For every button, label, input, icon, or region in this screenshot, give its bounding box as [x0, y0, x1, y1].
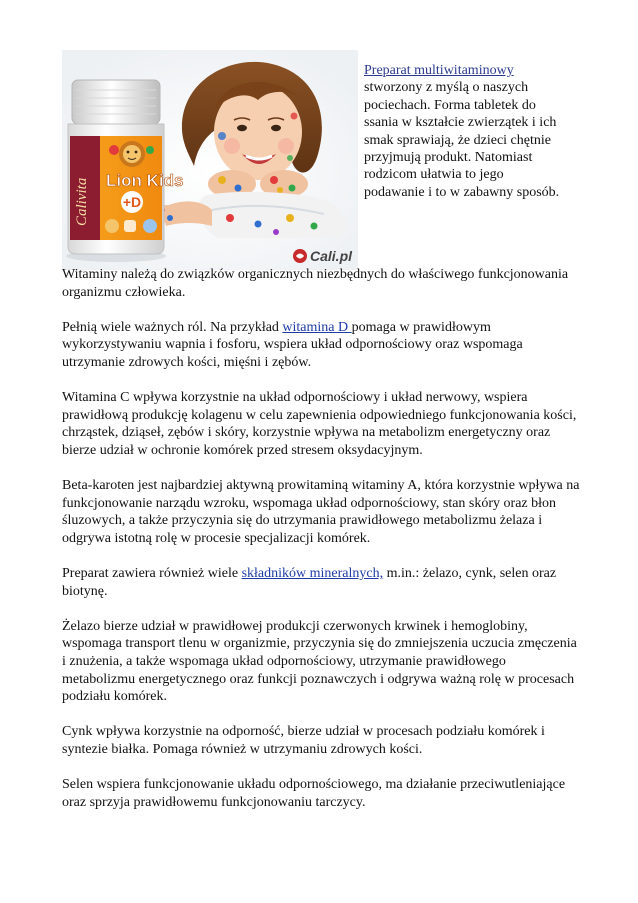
- minerals-link[interactable]: składników mineralnych,: [241, 566, 384, 582]
- jar-label-title: Lion Kids: [106, 171, 184, 190]
- paragraph-vitamin-c: Witamina C wpływa korzystnie na układ odpornościowy i układ nerwowy, wspiera prawidłową produkcję kolagenu w celu zapewnienia odpowiedniego funkcjonowania kości, chrząstek, dziąseł, zębów i skóry, korzystnie wpływa na metabolizm energetyczny oraz bierze udział w ochronie komórek przed stresem oksydacyjnym.: [62, 390, 577, 458]
- watermark-text: Cali.pl: [310, 248, 353, 264]
- paragraph-text: pomaga w prawidłowym wykorzystywaniu wapnia i fosforu, wspiera układ odpornościowy oraz wspomaga utrzymanie zdrowych kości, mięśni i zębów.: [62, 319, 523, 370]
- paragraph-iron: Żelazo bierze udział w prawidłowej produkcji czerwonych krwinek i hemoglobiny, wspomaga transport tlenu w organizmie, przyczynia się do zmniejszenia uczucia zmęczenia i znużenia, a także wspomaga układ odpornościowy, utrzymanie prawidłowego metabolizmu energetycznego oraz funkcji poznawczych i odgrywa ważną rolę w procesach podziału komórek.: [62, 618, 577, 705]
- article-body: [62, 266, 582, 829]
- product-photo: [62, 50, 358, 270]
- multivitamin-link[interactable]: Preparat multiwitaminowy: [364, 63, 514, 78]
- paragraph-text: Pełnią wiele ważnych ról. Na przykład: [62, 319, 283, 335]
- product-intro-text: stworzony z myślą o naszych pociechach. Forma tabletek do ssania w kształcie zwierzątek i ich smak sprawiają, że dzieci chętnie przyjmują produkt. Natomiast rodzicom ułatwia to jego podawanie i to w zabawny sposób.: [364, 80, 560, 200]
- paragraph-selenium: Selen wspiera funkcjonowanie układu odpornościowego, ma działanie przeciwutleniające oraz sprzyja prawidłowemu funkcjonowaniu tarczycy.: [62, 777, 566, 810]
- jar-brand-text: Calivita: [74, 177, 90, 226]
- paragraph-zinc: Cynk wpływa korzystnie na odporność, bierze udział w procesach podziału komórek i syntezie białka. Pomaga również w utrzymaniu zdrowych kości.: [62, 724, 545, 758]
- paragraph-text: m.in.: żelazo, cynk, selen oraz biotynę.: [62, 566, 557, 599]
- cali-pl-watermark: [293, 248, 353, 264]
- paragraph-text: Preparat zawiera również wiele: [62, 566, 242, 582]
- paragraph-vitamin-d: [62, 319, 582, 372]
- paragraph-beta-carotene: Beta-karoten jest najbardziej aktywną prowitaminą witaminy A, która korzystnie wpływa na funkcjonowanie narządu wzroku, wspomaga układ odpornościowy, stan skóry oraz błon śluzowych, a także przyczynia się do utrzymania prawidłowego metabolizmu żelaza i odgrywa istotną rolę w procesie specjalizacji komórek.: [62, 478, 580, 546]
- paragraph-minerals: [62, 565, 582, 600]
- product-intro: [364, 62, 564, 201]
- vitamin-d-link[interactable]: witamina D: [282, 319, 352, 335]
- paragraph-vitamins: Witaminy należą do związków organicznych niezbędnych do właściwego funkcjonowania organizmu człowieka.: [62, 267, 569, 300]
- jar-label-vitamin: +D: [122, 194, 142, 210]
